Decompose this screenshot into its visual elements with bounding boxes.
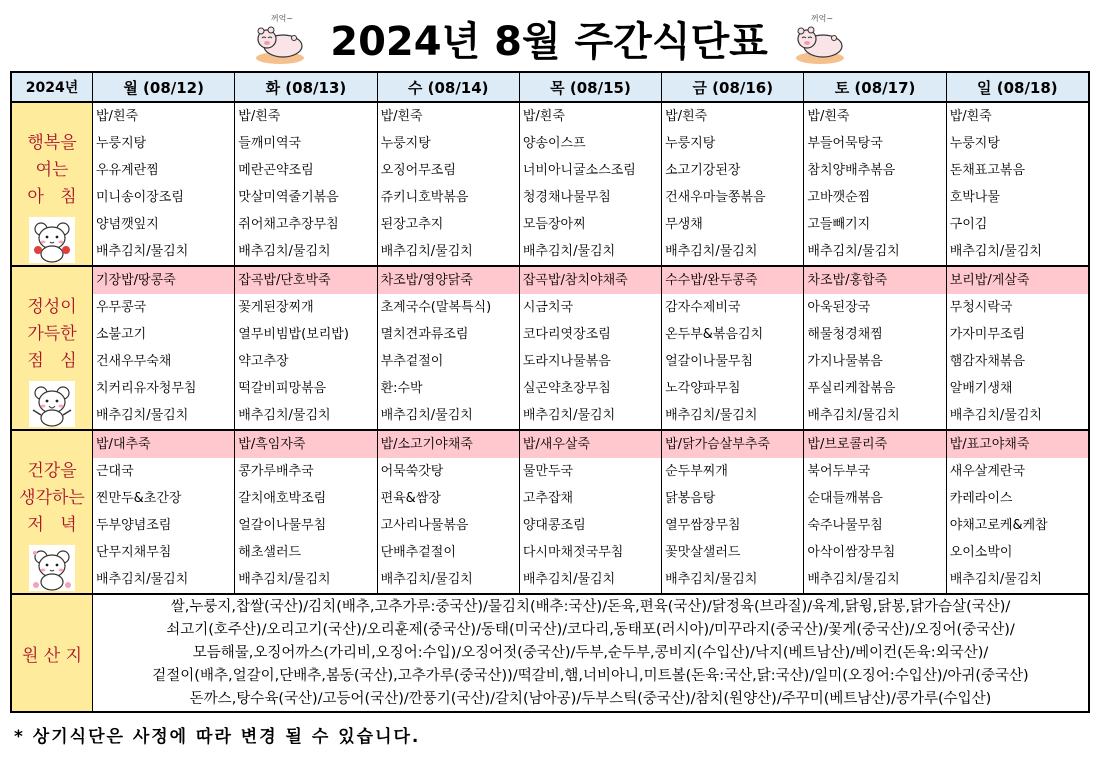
breakfast-mon-menu — [92, 103, 234, 265]
menu-item: 차조밥/영양닭죽 — [378, 267, 519, 294]
lunch-row — [12, 265, 1088, 429]
menu-item: 배추김치/물김치 — [522, 244, 616, 259]
breakfast-label-line: 행복을 — [27, 133, 77, 153]
lunch-wed-menu — [377, 267, 519, 429]
menu-item: 무생채 — [665, 217, 703, 232]
menu-item: 꽃맛살샐러드 — [665, 545, 741, 560]
menu-item: 밥/브로콜리죽 — [804, 431, 945, 458]
day-header-sat: 토 (08/17) — [803, 73, 945, 101]
lunch-label-title: 점 심 — [27, 351, 77, 371]
menu-item: 청경채나물무침 — [522, 190, 611, 205]
lunch-label-line: 정성이 — [27, 297, 77, 317]
menu-item: 쥐어채고추장무침 — [238, 217, 339, 232]
origin-line: 겉절이(배추,얼갈이,단배추,봄동(국산),고추가루(중국산))/떡갈비,햄,너비아니,미트볼(돈육:국산,닭:국산)/일미(오징어:수입산)/아귀(중국산) — [152, 667, 1029, 684]
menu-item: 배추김치/물김치 — [96, 408, 189, 423]
menu-item: 순대들깨볶음 — [807, 491, 883, 506]
menu-item: 구이김 — [949, 217, 988, 232]
menu-item: 누룽지탕 — [949, 136, 1000, 151]
menu-item: 편육&쌈장 — [380, 491, 441, 506]
menu-item: 물만두국 — [522, 464, 574, 479]
menu-item: 우무콩국 — [96, 300, 147, 315]
header-row — [12, 73, 1088, 101]
menu-item: 배추김치/물김치 — [665, 408, 758, 423]
dinner-thu-menu — [519, 431, 661, 593]
menu-item: 열무쌈장무침 — [665, 518, 741, 533]
title-area — [0, 14, 1098, 70]
menu-item: 밥/흰죽 — [665, 109, 708, 124]
dinner-mon-menu — [92, 431, 234, 593]
menu-item: 기장밥/땅콩죽 — [93, 267, 234, 294]
menu-item: 참치양배추볶음 — [807, 163, 896, 178]
dinner-sun-menu — [946, 431, 1088, 593]
menu-item: 배추김치/물김치 — [807, 408, 900, 423]
lunch-sat-menu — [803, 267, 945, 429]
menu-item: 밥/흰죽 — [238, 109, 281, 124]
menu-item: 밥/흰죽 — [96, 109, 139, 124]
menu-item: 갈치애호박조림 — [238, 491, 327, 506]
menu-item: 배추김치/물김치 — [665, 572, 758, 587]
breakfast-label-line: 여는 — [35, 160, 69, 180]
day-header-tue: 화 (08/13) — [234, 73, 376, 101]
breakfast-mouse-illustration — [29, 217, 75, 263]
menu-item: 들깨미역국 — [238, 136, 302, 151]
origin-line: 모듬해물,오징어까스(가리비,오징어:수입)/오징어젓(중국산)/두부,순두부,콩비지(수입산)/낙지(베트남산)/베이컨(돈육:외국산)/ — [192, 644, 989, 661]
menu-item: 숙주나물무침 — [807, 518, 883, 533]
menu-item: 배추김치/물김치 — [96, 572, 189, 587]
menu-item: 양송이스프 — [522, 136, 586, 151]
menu-item: 알배기생채 — [949, 381, 1013, 396]
menu-item: 햄감자채볶음 — [949, 354, 1026, 369]
menu-item: 초계국수(말복특식) — [380, 300, 492, 315]
breakfast-sun-menu — [946, 103, 1088, 265]
lunch-sun-menu — [946, 267, 1088, 429]
dinner-fri-menu — [661, 431, 803, 593]
menu-item: 밥/흰죽 — [522, 109, 565, 124]
menu-item: 밥/닭가슴살부추죽 — [662, 431, 803, 458]
menu-item: 모듬장아찌 — [522, 217, 586, 232]
menu-item: 코다리엿장조림 — [522, 327, 611, 342]
menu-item: 우유계란찜 — [96, 163, 159, 178]
menu-item: 배추김치/물김치 — [949, 244, 1042, 259]
menu-item: 잡곡밥/단호박죽 — [235, 267, 376, 294]
breakfast-fri-menu — [661, 103, 803, 265]
menu-item: 양념깻잎지 — [96, 217, 159, 232]
menu-item: 야채고로케&케찹 — [949, 518, 1048, 533]
menu-item: 콩가루배추국 — [238, 464, 314, 479]
breakfast-wed-menu — [377, 103, 519, 265]
day-header-mon: 월 (08/12) — [92, 73, 234, 101]
origin-text — [92, 595, 1088, 711]
lunch-tue-menu — [234, 267, 376, 429]
weekly-menu-table — [10, 71, 1090, 713]
menu-item: 잡곡밥/참치야채죽 — [520, 267, 661, 294]
menu-item: 배추김치/물김치 — [238, 244, 331, 259]
origin-line: 쌀,누룽지,찹쌀(국산)/김치(배추,고추가루:중국산)/물김치(배추:국산)/돈육,편육(국산)/닭정육(브라질)/육계,닭윙,닭봉,닭가슴살(국산)/ — [170, 598, 1011, 615]
menu-item: 배추김치/물김치 — [238, 408, 331, 423]
menu-item: 소고기강된장 — [665, 163, 741, 178]
menu-item: 배추김치/물김치 — [380, 244, 473, 259]
menu-item: 밥/흰죽 — [807, 109, 850, 124]
menu-item: 새우살계란국 — [949, 464, 1026, 479]
menu-item: 배추김치/물김치 — [522, 572, 616, 587]
menu-item: 배추김치/물김치 — [807, 572, 900, 587]
menu-item: 건새우무숙채 — [96, 354, 172, 369]
footer-note: * 상기식단은 사정에 따라 변경 될 수 있습니다. — [14, 727, 421, 747]
page-title: 2024년 8월 주간식단표 — [330, 19, 768, 65]
menu-item: 얼갈이나물무침 — [238, 518, 327, 533]
sticker-caption: 꺼억~ — [810, 14, 834, 23]
menu-item: 부추겉절이 — [380, 354, 444, 369]
menu-item: 수수밥/완두콩죽 — [662, 267, 803, 294]
menu-item: 해물청경채찜 — [807, 327, 883, 342]
menu-item: 누룽지탕 — [380, 136, 431, 151]
menu-item: 실곤약초장무침 — [522, 381, 611, 396]
lunch-fri-menu — [661, 267, 803, 429]
lunch-label-line: 가득한 — [27, 324, 77, 344]
menu-item: 밥/대추죽 — [93, 431, 234, 458]
menu-item: 고사리나물볶음 — [380, 518, 469, 533]
menu-item: 가지나물볶음 — [807, 354, 883, 369]
breakfast-label-title: 아 침 — [27, 187, 77, 207]
menu-item: 약고추장 — [238, 354, 289, 369]
menu-item: 차조밥/홍합죽 — [804, 267, 945, 294]
menu-item: 고들빼기지 — [807, 217, 871, 232]
dinner-label-line: 건강을 — [27, 461, 77, 481]
menu-item: 누룽지탕 — [96, 136, 147, 151]
menu-item: 열무비빔밥(보리밥) — [238, 327, 349, 342]
menu-item: 밥/흑임자죽 — [235, 431, 376, 458]
menu-item: 가자미무조림 — [949, 327, 1026, 342]
menu-item: 해초샐러드 — [238, 545, 302, 560]
breakfast-thu-menu — [519, 103, 661, 265]
lunch-mouse-illustration — [29, 381, 75, 427]
origin-row — [12, 593, 1088, 711]
menu-item: 근대국 — [96, 464, 134, 479]
menu-item: 배추김치/물김치 — [238, 572, 331, 587]
day-header-wed: 수 (08/14) — [377, 73, 519, 101]
menu-item: 감자수제비국 — [665, 300, 741, 315]
burp-pig-sticker-right — [792, 12, 848, 66]
menu-item: 보리밥/게살죽 — [947, 267, 1088, 294]
menu-item: 배추김치/물김치 — [665, 244, 758, 259]
menu-item: 너비아니굴소스조림 — [522, 163, 636, 178]
day-header-thu: 목 (08/15) — [519, 73, 661, 101]
day-header-sun: 일 (08/18) — [946, 73, 1088, 101]
day-header-fri: 금 (08/16) — [661, 73, 803, 101]
menu-item: 아욱된장국 — [807, 300, 871, 315]
dinner-tue-menu — [234, 431, 376, 593]
menu-item: 쥬키니호박볶음 — [380, 190, 469, 205]
breakfast-label-cell — [12, 103, 92, 265]
origin-line: 돈까스,탕수육(국산)/고등어(국산)/깐풍기(국산)/갈치(남아공)/두부스틱(중국산)/참치(원양산)/주꾸미(베트남산)/콩가루(수입산) — [189, 690, 992, 707]
menu-item: 배추김치/물김치 — [807, 244, 900, 259]
dinner-label-title: 저 녁 — [27, 515, 77, 535]
origin-label: 원 산 지 — [12, 595, 92, 711]
menu-item: 노각양파무침 — [665, 381, 741, 396]
menu-item: 소불고기 — [96, 327, 147, 342]
menu-item: 다시마채젓국무침 — [522, 545, 624, 560]
dinner-mouse-illustration — [29, 545, 75, 591]
year-header: 2024년 — [25, 80, 79, 96]
menu-item: 멸치견과류조림 — [380, 327, 469, 342]
menu-item: 단무지채무침 — [96, 545, 172, 560]
menu-item: 고바깻순찜 — [807, 190, 871, 205]
menu-item: 아삭이쌈장무침 — [807, 545, 896, 560]
menu-item: 건새우마늘쫑볶음 — [665, 190, 766, 205]
menu-item: 맛살미역줄기볶음 — [238, 190, 339, 205]
dinner-row — [12, 429, 1088, 593]
menu-item: 부들어묵탕국 — [807, 136, 883, 151]
menu-item: 치커리유자청무침 — [96, 381, 197, 396]
menu-item: 호박나물 — [949, 190, 1000, 205]
menu-item: 배추김치/물김치 — [522, 408, 616, 423]
menu-item: 밥/소고기야채죽 — [378, 431, 519, 458]
menu-item: 밥/표고야채죽 — [947, 431, 1088, 458]
menu-item: 밥/새우살죽 — [520, 431, 661, 458]
menu-item: 배추김치/물김치 — [380, 572, 473, 587]
lunch-mon-menu — [92, 267, 234, 429]
menu-item: 꽃게된장찌개 — [238, 300, 314, 315]
menu-item: 배추김치/물김치 — [949, 572, 1042, 587]
menu-item: 온두부&볶음김치 — [665, 327, 764, 342]
dinner-sat-menu — [803, 431, 945, 593]
dinner-label-cell — [12, 431, 92, 593]
menu-item: 밥/흰죽 — [949, 109, 992, 124]
lunch-label-cell — [12, 267, 92, 429]
menu-item: 환:수박 — [380, 381, 423, 396]
menu-item: 돈채표고볶음 — [949, 163, 1026, 178]
menu-item: 밥/흰죽 — [380, 109, 423, 124]
menu-item: 푸실리케찹볶음 — [807, 381, 896, 396]
menu-item: 누룽지탕 — [665, 136, 716, 151]
menu-item: 닭봉음탕 — [665, 491, 716, 506]
origin-line: 쇠고기(호주산)/오리고기(국산)/오리훈제(중국산)/동태(미국산)/코다리,동태포(러시아)/미꾸라지(중국산)/꽃게(중국산)/오징어(중국산)/ — [166, 621, 1015, 638]
breakfast-sat-menu — [803, 103, 945, 265]
dinner-label-line: 생각하는 — [19, 488, 85, 508]
menu-item: 두부양념조림 — [96, 518, 172, 533]
menu-item: 배추김치/물김치 — [96, 244, 189, 259]
lunch-thu-menu — [519, 267, 661, 429]
menu-item: 배추김치/물김치 — [949, 408, 1042, 423]
menu-item: 어묵쑥갓탕 — [380, 464, 444, 479]
breakfast-row — [12, 101, 1088, 265]
menu-item: 카레라이스 — [949, 491, 1013, 506]
menu-item: 된장고추지 — [380, 217, 444, 232]
sticker-caption: 꺼억~ — [270, 14, 294, 23]
menu-item: 양대콩조림 — [522, 518, 586, 533]
menu-item: 시금치국 — [522, 300, 574, 315]
menu-item: 얼갈이나물무침 — [665, 354, 754, 369]
menu-item: 순두부찌개 — [665, 464, 728, 479]
menu-item: 미니송이장조림 — [96, 190, 184, 205]
menu-item: 도라지나물볶음 — [522, 354, 611, 369]
menu-item: 북어두부국 — [807, 464, 871, 479]
menu-item: 무청시락국 — [949, 300, 1013, 315]
menu-item: 고추잡채 — [522, 491, 574, 506]
menu-item: 단배추겉절이 — [380, 545, 456, 560]
menu-item: 배추김치/물김치 — [380, 408, 473, 423]
menu-item: 오징어무조림 — [380, 163, 456, 178]
menu-item: 메란곤약조림 — [238, 163, 314, 178]
menu-item: 떡갈비피망볶음 — [238, 381, 327, 396]
breakfast-tue-menu — [234, 103, 376, 265]
dinner-wed-menu — [377, 431, 519, 593]
menu-item: 찐만두&초간장 — [96, 491, 182, 506]
menu-item: 오이소박이 — [949, 545, 1013, 560]
